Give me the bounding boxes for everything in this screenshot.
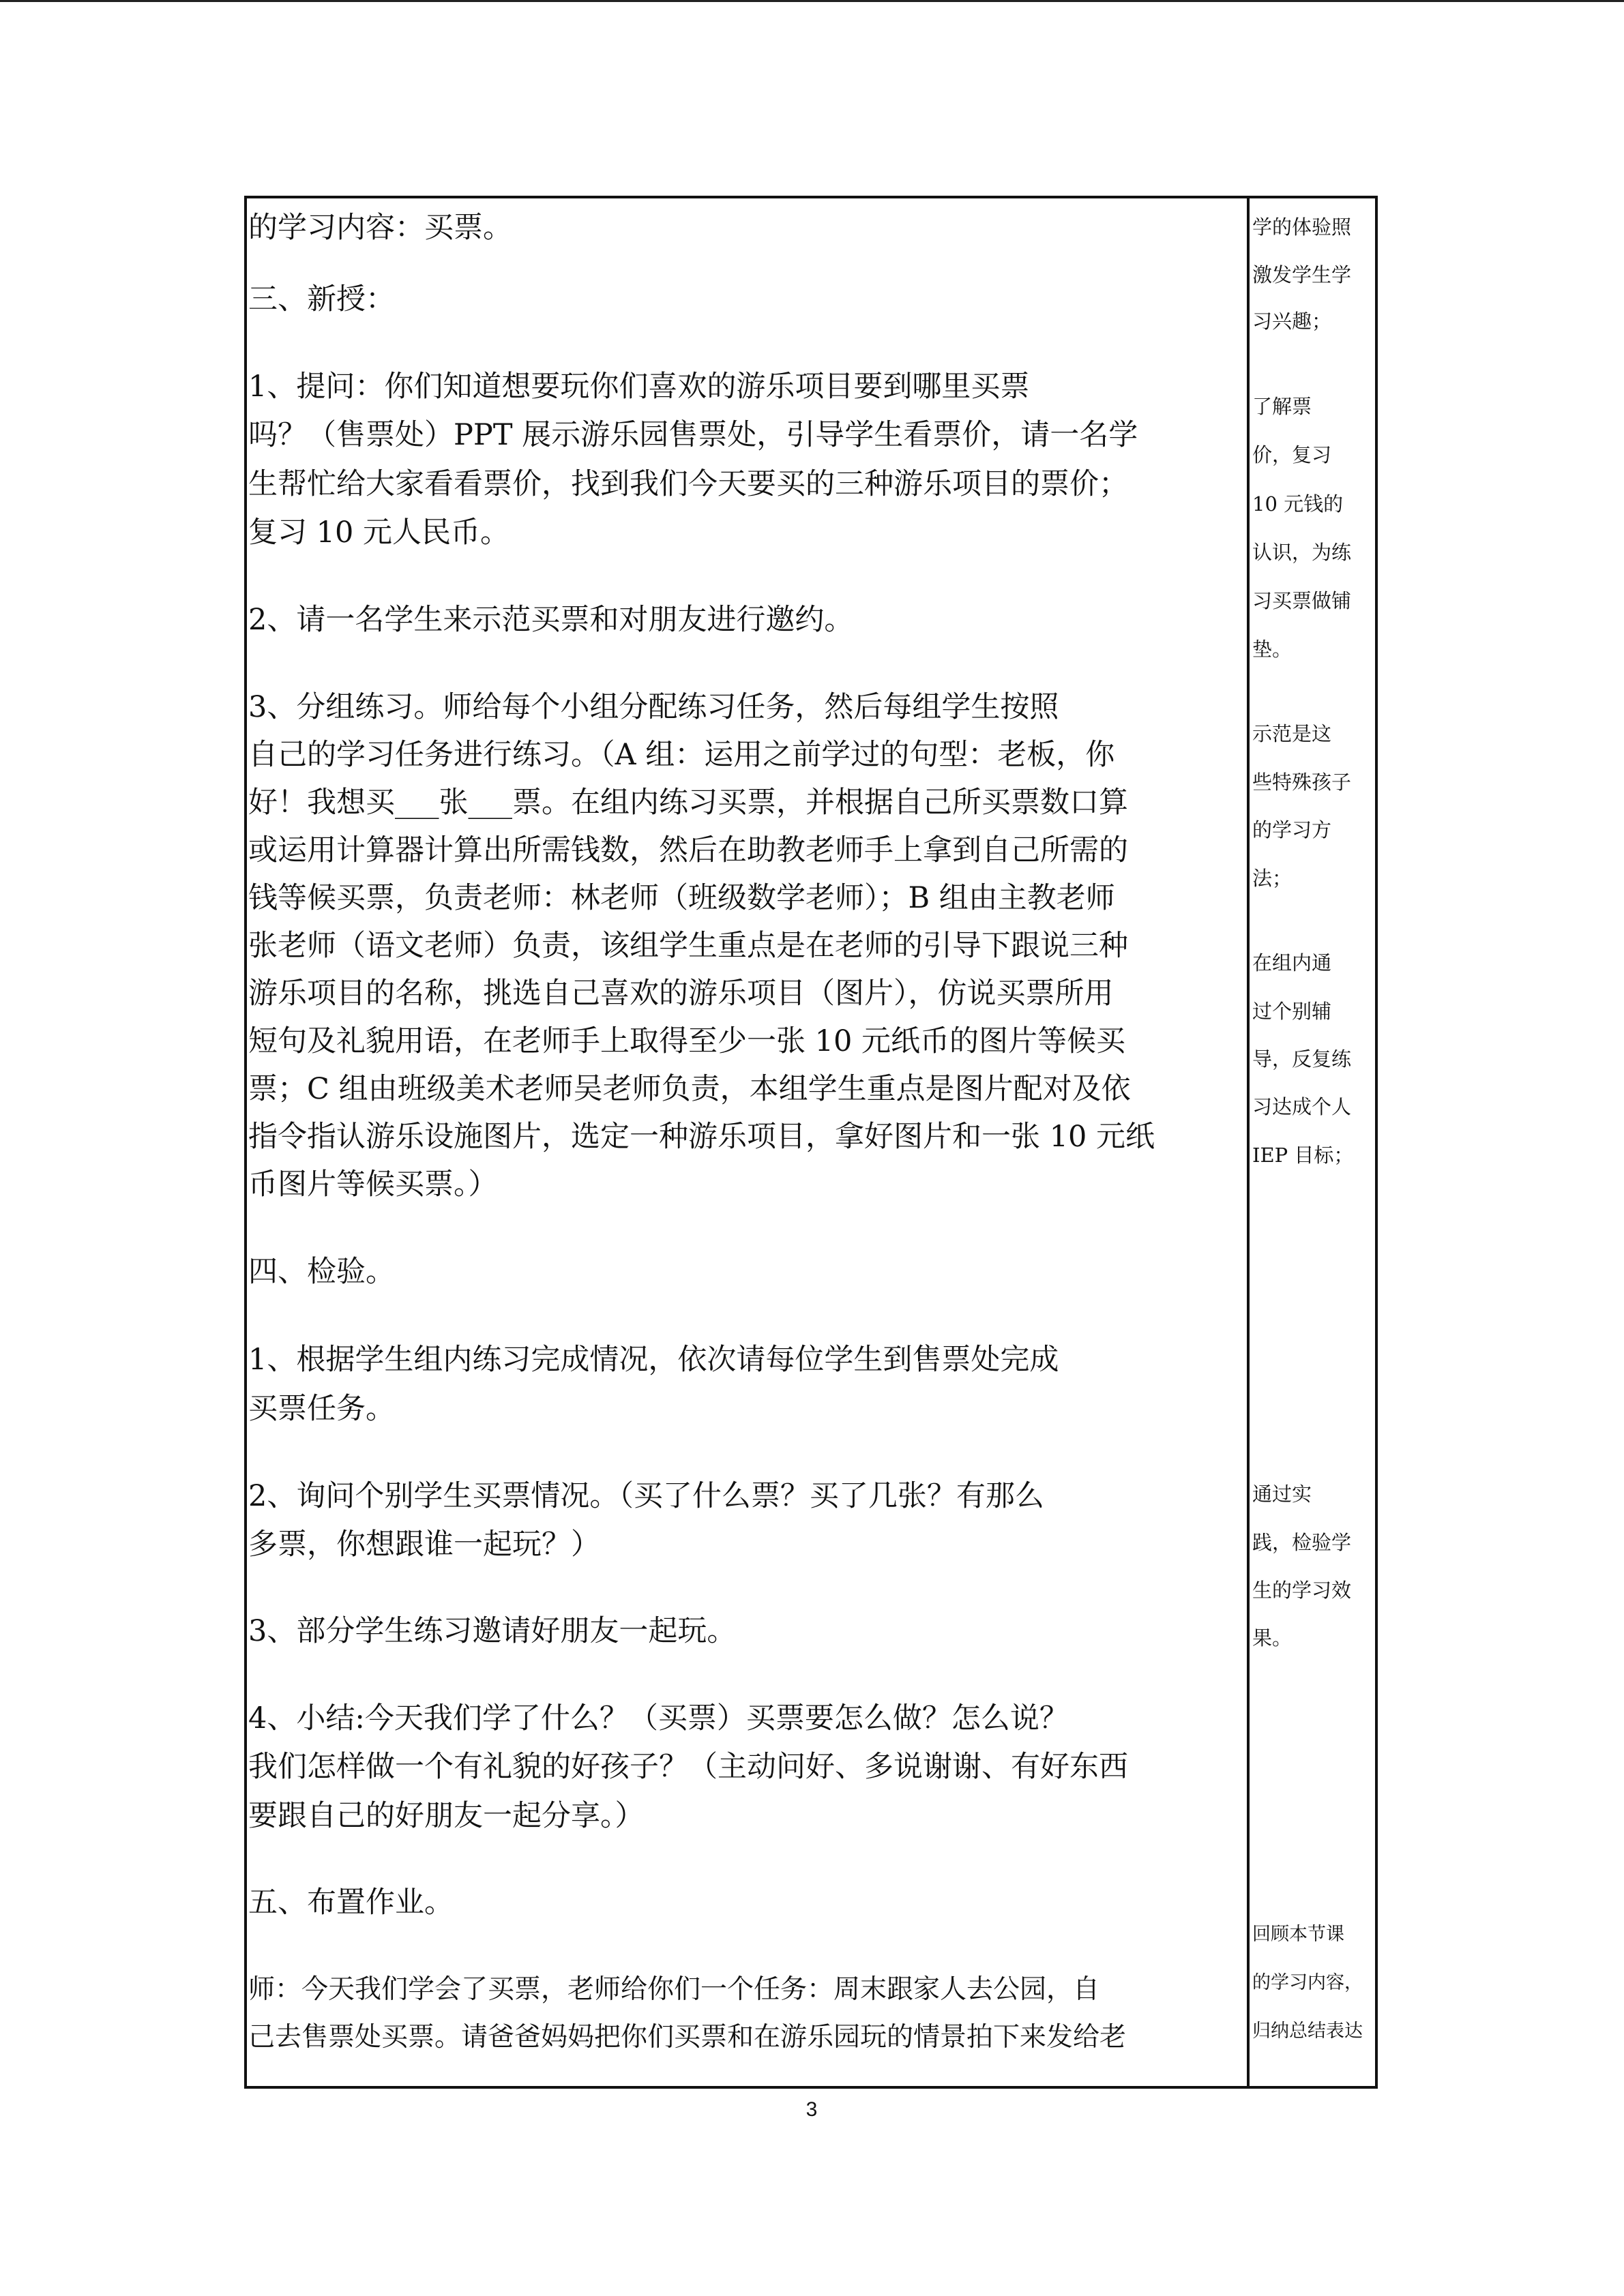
text-line: 票；C 组由班级美术老师吴老师负责，本组学生重点是图片配对及依	[248, 1072, 1131, 1106]
text-line: 或运用计算器计算出所需钱数，然后在助教老师手上拿到自己所需的	[248, 833, 1128, 867]
text-line: 的学习内容：买票。	[248, 211, 512, 245]
text-line: 2、询问个别学生买票情况。（买了什么票？买了几张？有那么	[248, 1479, 1044, 1513]
text-line: 复习 10 元人民币。	[248, 516, 510, 550]
teaching-process-cell	[247, 198, 1247, 2086]
text-line: 生帮忙给大家看看票价，找到我们今天要买的三种游乐项目的票价；	[248, 467, 1128, 501]
text-line: 游乐项目的名称，挑选自己喜欢的游乐项目（图片），仿说买票所用	[248, 976, 1114, 1011]
side-note-line: 法；	[1252, 867, 1293, 890]
text-line: 1、根据学生组内练习完成情况，依次请每位学生到售票处完成	[248, 1343, 1059, 1377]
design-intent-cell	[1250, 198, 1378, 2086]
text-line: 好！我想买___张___票。在组内练习买票，并根据自己所买票数口算	[248, 786, 1128, 820]
page-number: 3	[806, 2098, 818, 2121]
text-line: 2、请一名学生来示范买票和对朋友进行邀约。	[248, 603, 854, 637]
side-note-line: 导，反复练	[1252, 1047, 1352, 1071]
side-note-line: 些特殊孩子	[1252, 771, 1352, 794]
side-note-line: 践，检验学	[1252, 1531, 1352, 1554]
side-note-line: 习兴趣；	[1252, 310, 1332, 333]
section-heading: 四、检验。	[248, 1255, 395, 1289]
side-note-line: 学的体验照	[1252, 215, 1352, 239]
side-note-line: 示范是这	[1252, 722, 1332, 745]
side-note-line: 的学习内容，	[1252, 1972, 1363, 1993]
text-line: 短句及礼貌用语，在老师手上取得至少一张 10 元纸币的图片等候买	[248, 1024, 1126, 1058]
text-line: 钱等候买票，负责老师：林老师（班级数学老师）；B 组由主教老师	[248, 881, 1115, 915]
text-line: 买票任务。	[248, 1392, 395, 1426]
section-heading: 三、新授：	[248, 282, 395, 316]
text-line: 要跟自己的好朋友一起分享。）	[248, 1799, 645, 1833]
text-line: 师：今天我们学会了买票，老师给你们一个任务：周末跟家人去公园，自	[248, 1974, 1100, 2005]
top-border-line	[0, 0, 1624, 2]
text-line: 3、分组练习。师给每个小组分配练习任务，然后每组学生按照	[248, 690, 1059, 724]
side-note-line: 10 元钱的	[1252, 492, 1344, 516]
side-note-line: 的学习方	[1252, 818, 1332, 841]
section-heading: 五、布置作业。	[248, 1885, 454, 1920]
side-note-line: 归纳总结表达	[1252, 2021, 1363, 2042]
text-line: 指令指认游乐设施图片，选定一种游乐项目，拿好图片和一张 10 元纸	[248, 1120, 1155, 1154]
side-note-line: IEP 目标；	[1252, 1144, 1354, 1167]
text-line: 多票，你想跟谁一起玩？）	[248, 1527, 600, 1562]
text-line: 张老师（语文老师）负责，该组学生重点是在老师的引导下跟说三种	[248, 929, 1128, 963]
text-line: 3、部分学生练习邀请好朋友一起玩。	[248, 1614, 737, 1648]
side-note-line: 习达成个人	[1252, 1095, 1352, 1118]
text-line: 吗？（售票处）PPT 展示游乐园售票处，引导学生看票价，请一名学	[248, 418, 1138, 452]
text-line: 币图片等候买票。）	[248, 1167, 498, 1202]
text-line: 4、小结:今天我们学了什么？（买票）买票要怎么做？怎么说？	[248, 1701, 1069, 1735]
text-line: 己去售票处买票。请爸爸妈妈把你们买票和在游乐园玩的情景拍下来发给老	[248, 2022, 1127, 2053]
side-note-line: 回顾本节课	[1252, 1924, 1344, 1945]
side-note-line: 了解票	[1252, 395, 1312, 418]
side-note-line: 价，复习	[1252, 443, 1332, 466]
text-line: 自己的学习任务进行练习。（A 组：运用之前学过的句型：老板，你	[248, 738, 1115, 772]
text-line: 1、提问：你们知道想要玩你们喜欢的游乐项目要到哪里买票	[248, 370, 1030, 404]
side-note-line: 垫。	[1252, 638, 1293, 661]
side-note-line: 认识，为练	[1252, 541, 1352, 564]
side-note-line: 过个别辅	[1252, 1000, 1332, 1023]
text-line: 我们怎样做一个有礼貌的好孩子？（主动问好、多说谢谢、有好东西	[248, 1750, 1128, 1784]
side-note-line: 生的学习效	[1252, 1579, 1352, 1602]
side-note-line: 习买票做铺	[1252, 589, 1352, 612]
side-note-line: 通过实	[1252, 1482, 1312, 1506]
lesson-plan-table	[244, 196, 1378, 2089]
side-note-line: 激发学生学	[1252, 263, 1352, 286]
side-note-line: 果。	[1252, 1626, 1293, 1650]
side-note-line: 在组内通	[1252, 951, 1332, 974]
